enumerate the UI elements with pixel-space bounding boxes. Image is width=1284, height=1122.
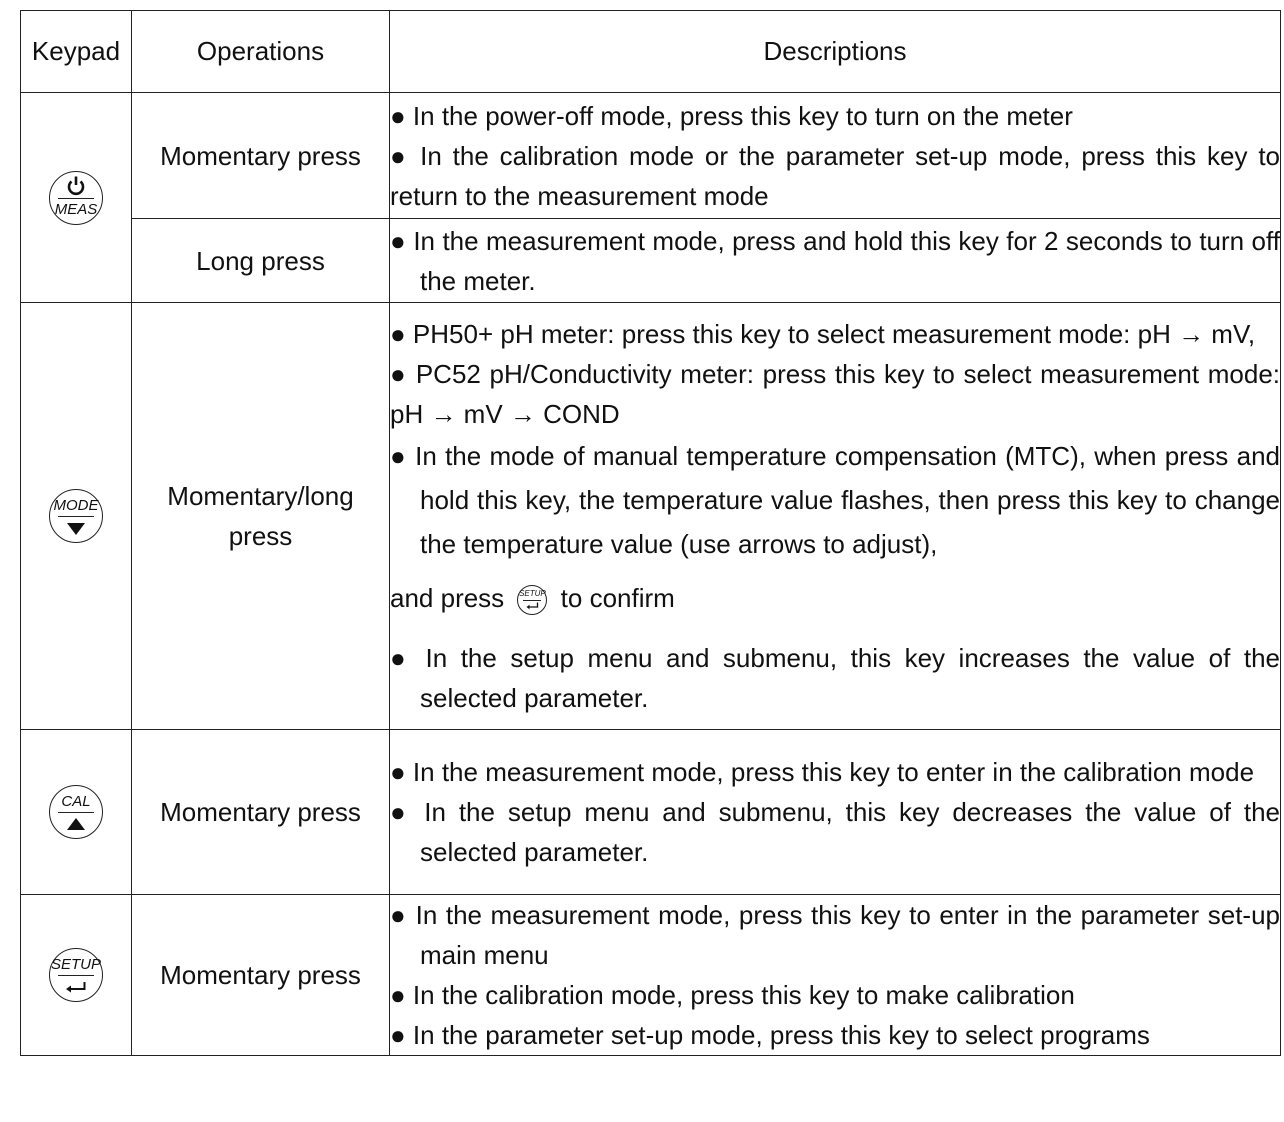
confirm-instruction: and press SETUP to confirm: [420, 576, 675, 620]
meas-key-icon: [49, 171, 103, 225]
table-row: [21, 219, 1281, 303]
keypad-cell: [21, 303, 132, 730]
description-line: ● In the measurement mode, press this key to enter in the calibration mode: [390, 757, 1255, 787]
table-header-row: [21, 11, 1281, 93]
description-line: ● In the parameter set-up mode, press this key to select programs: [390, 1020, 1150, 1050]
description-cell: [390, 93, 1281, 219]
table-row: [21, 895, 1281, 1056]
description-line: ● In the power-off mode, press this key to turn on the meter: [390, 100, 1073, 131]
description-line: ● In the mode of manual temperature compensation (MTC), when press and hold this key, the temperature value flashes, then press this key to change the temperature value (use arrows to adjust), and press SETUP to confirm: [390, 434, 1280, 620]
description-line: ● PC52 pH/Conductivity meter: press this key to select measurement mode: pH → mV → COND: [390, 359, 1280, 429]
description-cell: [390, 895, 1281, 1056]
description-line: ● In the measurement mode, press this key to enter in the parameter set-up main menu: [390, 900, 1280, 970]
operation-cell: Momentary press: [132, 93, 390, 219]
description-cell: [390, 303, 1281, 730]
table-row: [21, 303, 1281, 730]
enter-arrow-icon: [526, 602, 539, 611]
meas-key-label: MEAS: [54, 200, 98, 218]
description-line: ● In the measurement mode, press and hold this key for 2 seconds to turn off the meter.: [390, 225, 1280, 296]
setup-key-label: SETUP: [50, 956, 101, 973]
setup-mini-key-icon: SETUP: [517, 585, 547, 615]
mode-key-icon: [49, 489, 103, 543]
description-line: ● In the setup menu and submenu, this key increases the value of the selected parameter.: [390, 643, 1280, 713]
description-line: ● In the calibration mode, press this key to make calibration: [390, 980, 1075, 1010]
description-line: ● PH50+ pH meter: press this key to select measurement mode: pH → mV,: [390, 319, 1256, 349]
header-keypad: Keypad: [21, 11, 132, 93]
operation-cell: Momentary press: [132, 895, 390, 1056]
cal-key-label: CAL: [61, 793, 91, 810]
up-triangle-icon: [50, 817, 102, 831]
cal-key-icon: [49, 785, 103, 839]
description-line: ● In the calibration mode or the parameter set-up mode, press this key to return to the measurement mode: [390, 140, 1280, 211]
description-cell: [390, 219, 1281, 303]
keypad-cell: [21, 895, 132, 1056]
operation-cell: Long press: [132, 219, 390, 303]
keypad-cell: [21, 730, 132, 895]
setup-key-icon: [49, 948, 103, 1002]
power-icon: [50, 175, 102, 197]
mode-key-label: MODE: [53, 497, 99, 514]
header-operations: Operations: [132, 11, 390, 93]
down-triangle-icon: [50, 522, 102, 536]
operation-cell: Momentary/long press: [132, 303, 390, 730]
table-row: [21, 93, 1281, 219]
header-descriptions: Descriptions: [390, 11, 1281, 93]
operation-cell: Momentary press: [132, 730, 390, 895]
enter-arrow-icon: [50, 981, 102, 995]
table-row: [21, 730, 1281, 895]
description-cell: [390, 730, 1281, 895]
description-line: ● In the setup menu and submenu, this key decreases the value of the selected parameter.: [390, 797, 1280, 867]
keypad-cell: [21, 93, 132, 303]
keypad-operations-table: [20, 10, 1281, 1056]
